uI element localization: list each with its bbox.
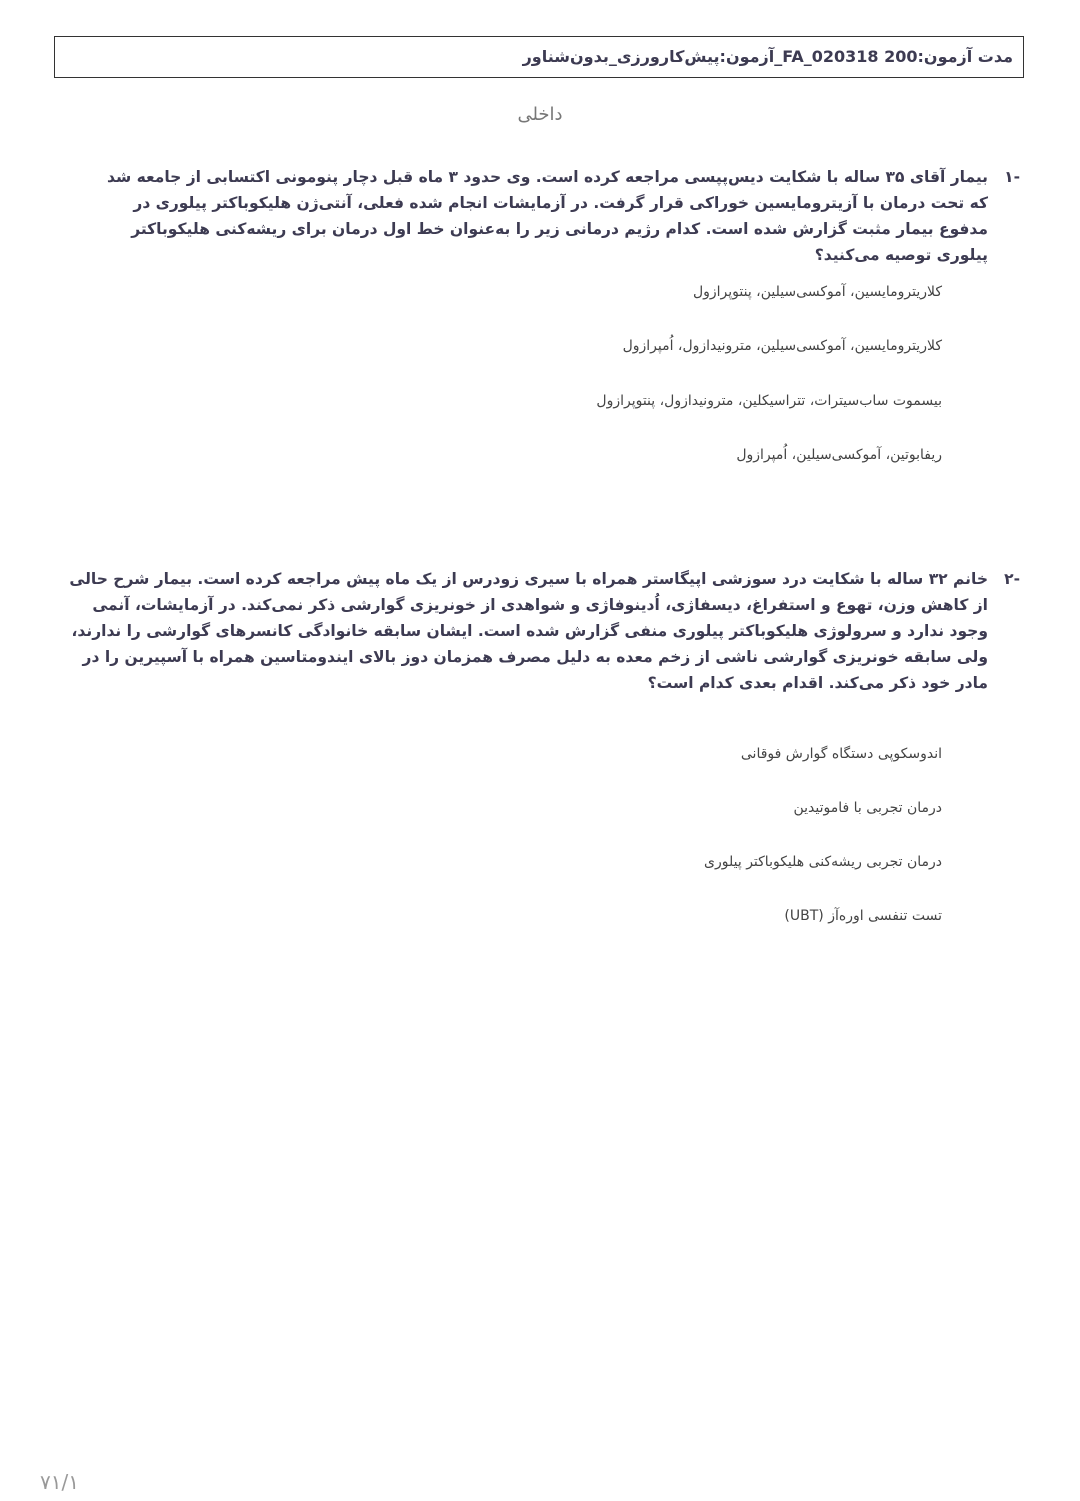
option[interactable]: ریفابوتین، آموکسی‌سیلین، اُمپرازول [736,447,942,463]
option[interactable]: درمان تجربی ریشه‌کنی هلیکوباکتر پیلوری [704,854,942,870]
question-text: خانم ۳۲ ساله با شکایت درد سوزشی اپیگاستر همراه با سیری زودرس از یک ماه پیش مراجعه کرده است. بیمار شرح حالی از کاهش وزن، تهوع و استفراغ، دیسفاژی، اُدینوفاژی و شواهدی از خونریزی گوارشی ذکر نمی‌کند. در آزمایشات، آنمی وجود ندارد و سرولوژی هلیکوباکتر پیلوری منفی گزارش شده است. ایشان سابقه خانوادگی کانسرهای گوارشی را ندارند، ولی سابقه خونریزی گوارشی ناشی از زخم معده به دلیل مصرف همزمان دوز بالای ایندومتاسین همراه با آسپیرین را در مادر خود ذکر می‌کند. اقدام بعدی کدام است؟ [69,570,988,692]
question-2 [53,566,1020,696]
option[interactable]: کلاریترومایسین، آموکسی‌سیلین، پنتوپرازول [692,284,942,300]
question-number: -۲ [1004,570,1020,588]
option[interactable]: کلاریترومایسین، آموکسی‌سیلین، مترونیدازول، اُمپرازول [622,338,942,354]
exam-header: مدت آزمون:200 FA_020318_آزمون:پیش‌کارورزی_بدون‌شناور [54,36,1024,78]
section-title: داخلی [517,104,563,125]
option[interactable]: اندوسکوپی دستگاه گوارش فوقانی [740,746,942,762]
option[interactable]: تست تنفسی اوره‌آز (UBT) [784,908,942,924]
question-1 [88,164,1020,268]
page-number: ۷۱/۱ [40,1470,79,1494]
question-text: بیمار آقای ۳۵ ساله با شکایت دیس‌پپسی مراجعه کرده است. وی حدود ۳ ماه قبل دچار پنومونی اکتسابی از جامعه شد که تحت درمان با آزیترومایسین خوراکی قرار گرفت. در آزمایشات انجام شده فعلی، آنتی‌ژن هلیکوباکتر پیلوری در مدفوع بیمار مثبت گزارش شده است. کدام رژیم درمانی زیر را به‌عنوان خط اول درمان برای ریشه‌کنی هلیکوباکتر پیلوری توصیه می‌کنید؟ [107,168,988,264]
option[interactable]: بیسموت ساب‌سیترات، تتراسیکلین، مترونیدازول، پنتوپرازول [596,393,942,409]
option[interactable]: درمان تجربی با فاموتیدین [793,800,942,816]
question-number: -۱ [1004,168,1020,186]
